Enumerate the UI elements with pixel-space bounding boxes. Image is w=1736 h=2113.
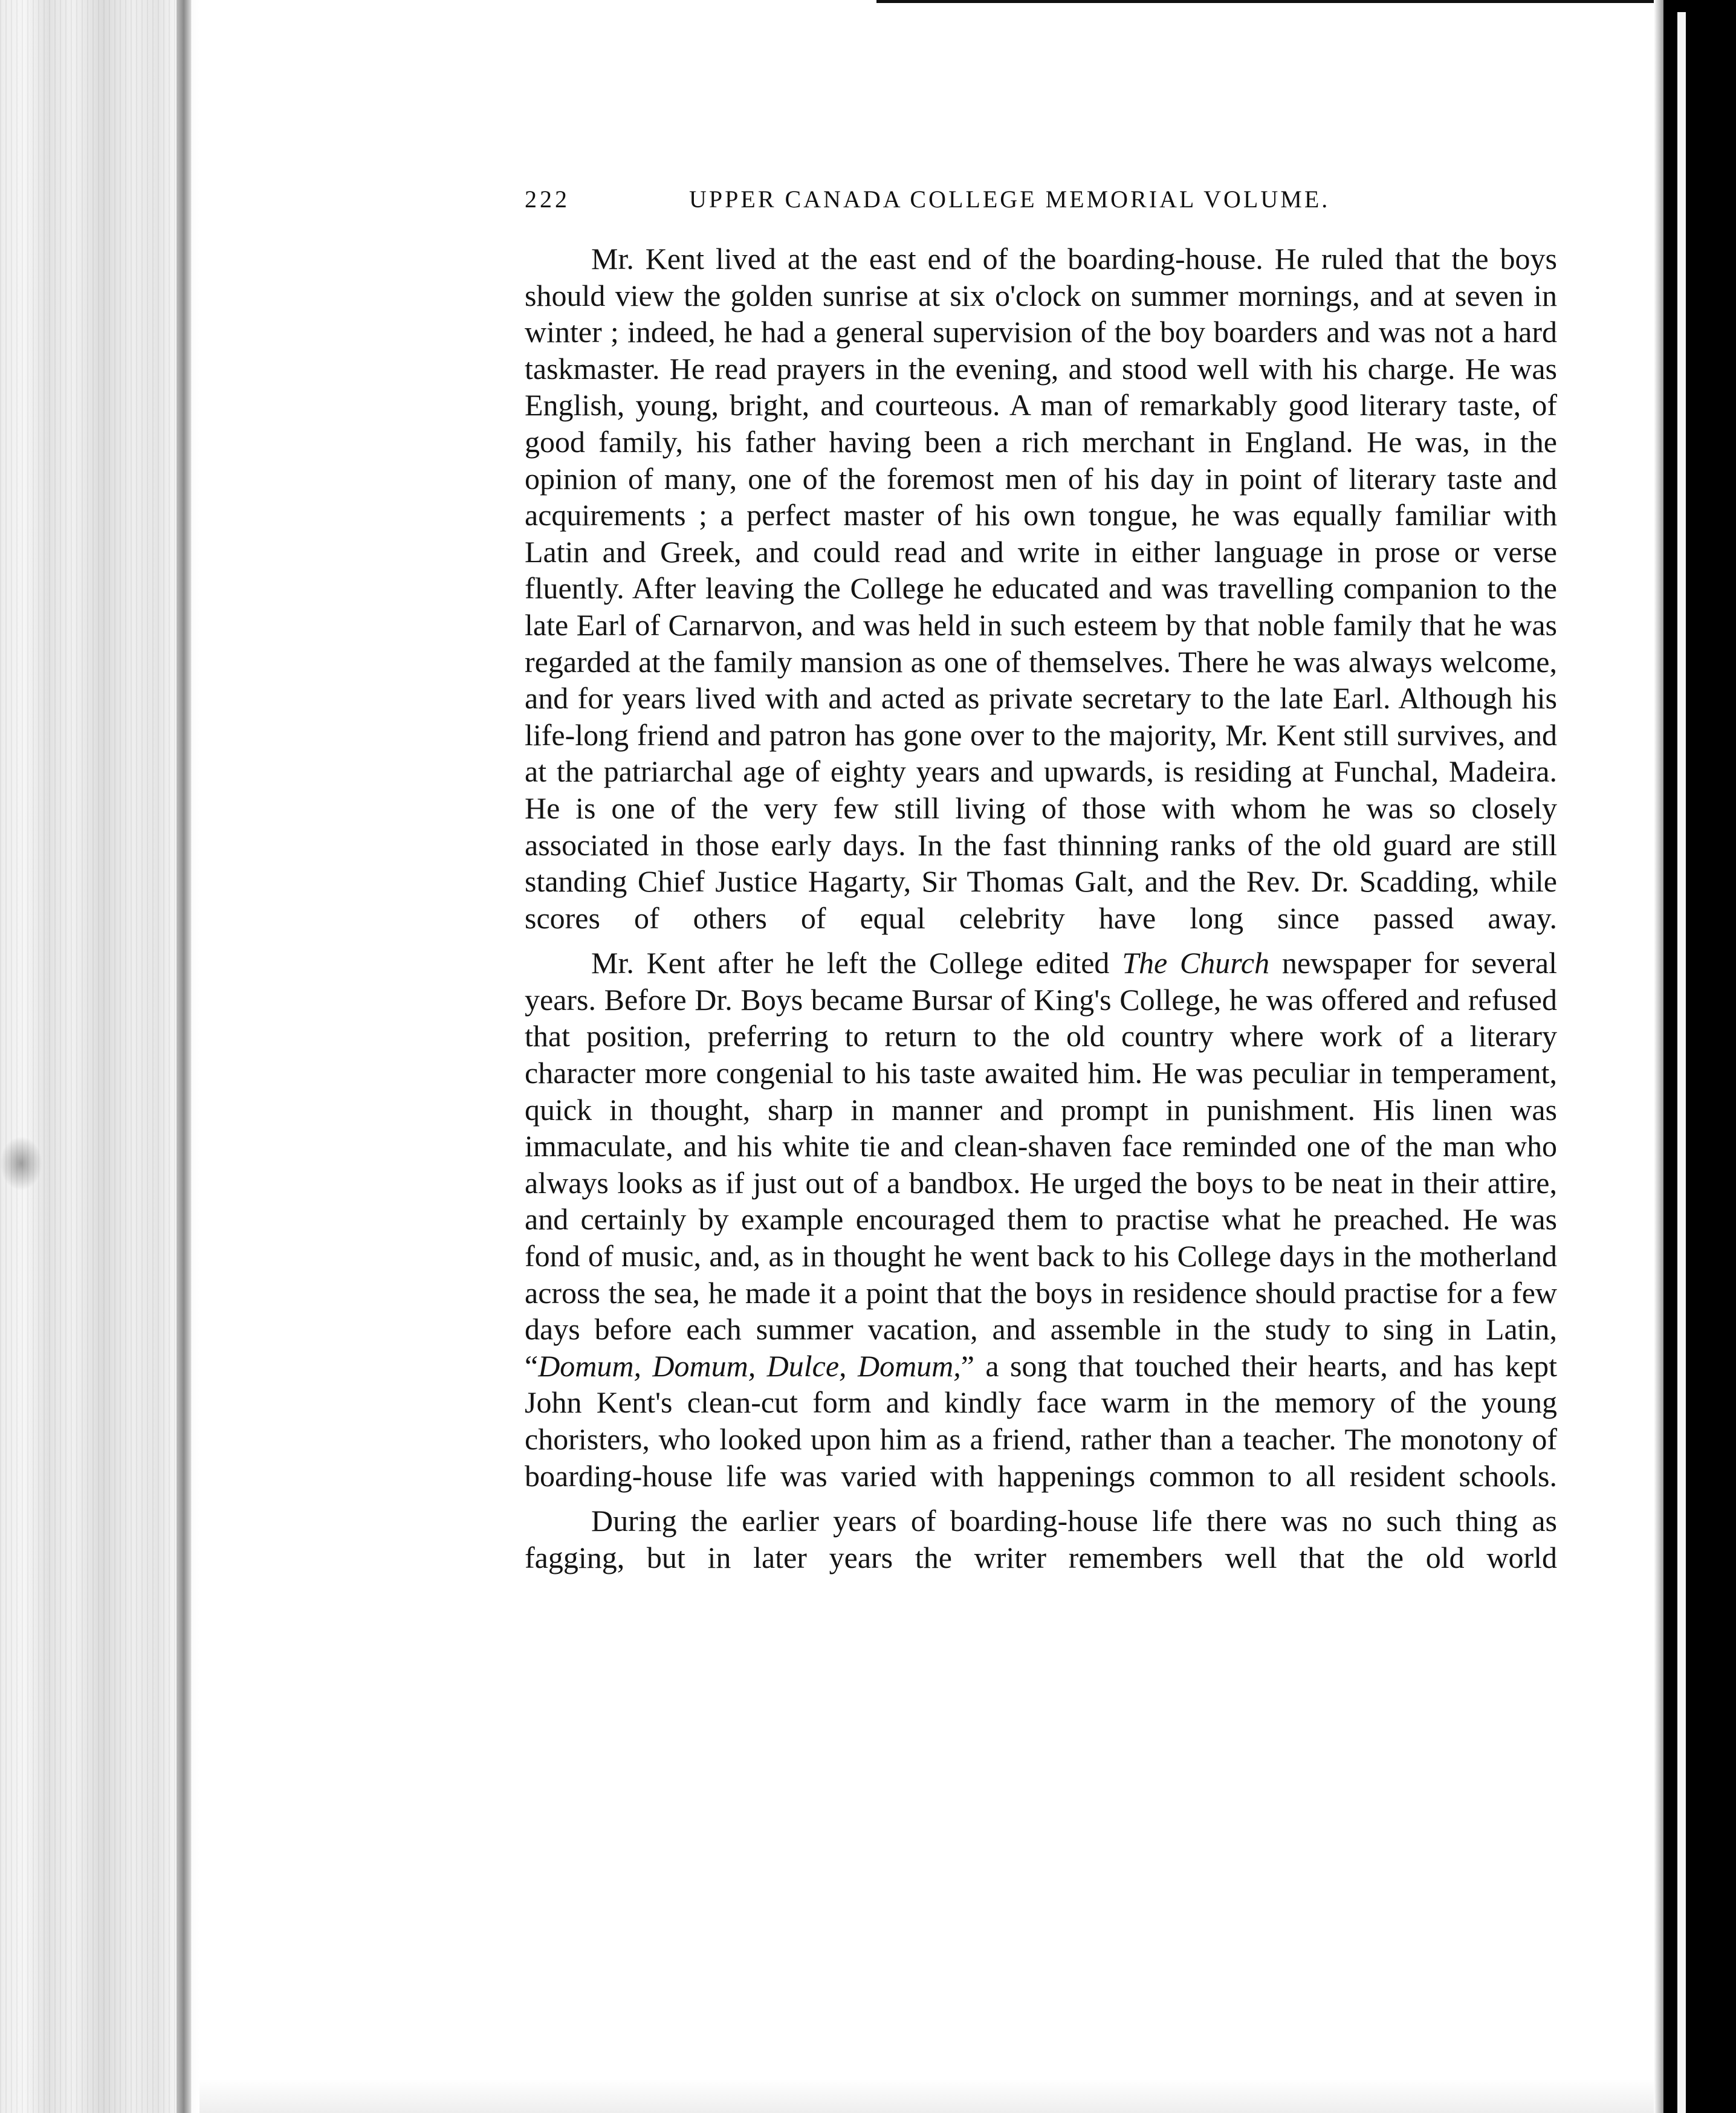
paragraph-2-part-c: ” a song that touched their hearts, and has kept John Kent's clean-cut form and kindly face warm in the memory of the young choristers, who looked upon him as a friend, rather than a teacher. The monotony of boarding-house life was varied with happenings common to all resident schools. xyxy=(525,1348,1557,1493)
paragraph-3: During the earlier years of boarding-house life there was no such thing as fagging, but in later years the writer remembers well that the old world xyxy=(525,1504,1557,1574)
paragraph-2 xyxy=(525,945,1557,1494)
page-stack-lines xyxy=(0,0,193,2113)
newspaper-title: The Church xyxy=(1122,946,1270,980)
right-page-edge xyxy=(1654,0,1663,2113)
top-scan-rule xyxy=(876,0,1662,3)
page-number: 222 xyxy=(525,186,570,213)
paragraph-2-part-b: newspaper for several years. Before Dr. Boys became Bursar of King's College, he was offered and refused that position, preferring to return to the old country where work of a literary character more congenial to his taste awaited him. He was peculiar in temperament, quick in thought, sharp in manner and prompt in punishment. His linen was immaculate, and his white tie and clean-shaven face reminded one of the man who always looks as if just out of a bandbox. He urged the boys to be neat in their attire, and certainly by example encouraged them to practise what he preached. He was fond of music, and, as in thought he went back to his College days in the motherland across the sea, he made it a point that the boys in residence should practise for a few days before each summer vacation, and assemble in the study to sing in Latin, “ xyxy=(525,946,1557,1383)
binding-shadow xyxy=(177,0,191,2113)
song-title: Domum, Domum, Dulce, Domum, xyxy=(538,1348,961,1383)
paragraph-1: Mr. Kent lived at the east end of the boarding-house. He ruled that the boys should view the golden sunrise at six o'clock on summer mornings, and at seven in winter ; indeed, he had a general supervision of the boy boarders and was not a hard taskmaster. He read prayers in the evening, and stood well with his charge. He was English, young, bright, and courteous. A man of remarkably good literary taste, of good family, his father having been a rich merchant in England. He was, in the opinion of many, one of the foremost men of his day in point of literary taste and acquirements ; a perfect master of his own tongue, he was equally familiar with Latin and Greek, and could read and write in either language in prose or verse fluently. After leaving the College he educated and was travelling companion to the late Earl of Carnarvon, and was held in such esteem by that noble family that he was regarded at the family mansion as one of themselves. There he was always welcome, and for years lived with and acted as private secretary to the late Earl. Although his life-long friend and patron has gone over to the majority, Mr. Kent still survives, and at the patriarchal age of eighty years and upwards, is residing at Funchal, Madeira. He is one of the very few still living of those with whom he was so closely associated in those early days. In the fast thinning ranks of the old guard are still standing Chief Justice Hagarty, Sir Thomas Galt, and the Rev. Dr. Scadding, while scores of others of equal celebrity have long since passed away. xyxy=(525,242,1557,935)
paragraph-2-part-a: Mr. Kent after he left the College edited xyxy=(591,946,1122,980)
running-title: UPPER CANADA COLLEGE MEMORIAL VOLUME. xyxy=(689,186,1330,213)
bottom-shadow xyxy=(199,2079,1662,2113)
body-text xyxy=(525,241,1557,1576)
running-header xyxy=(525,185,1383,221)
right-border-highlight xyxy=(1677,12,1686,2113)
scan-smudge xyxy=(0,1136,42,1191)
right-scan-border xyxy=(1663,0,1736,2113)
